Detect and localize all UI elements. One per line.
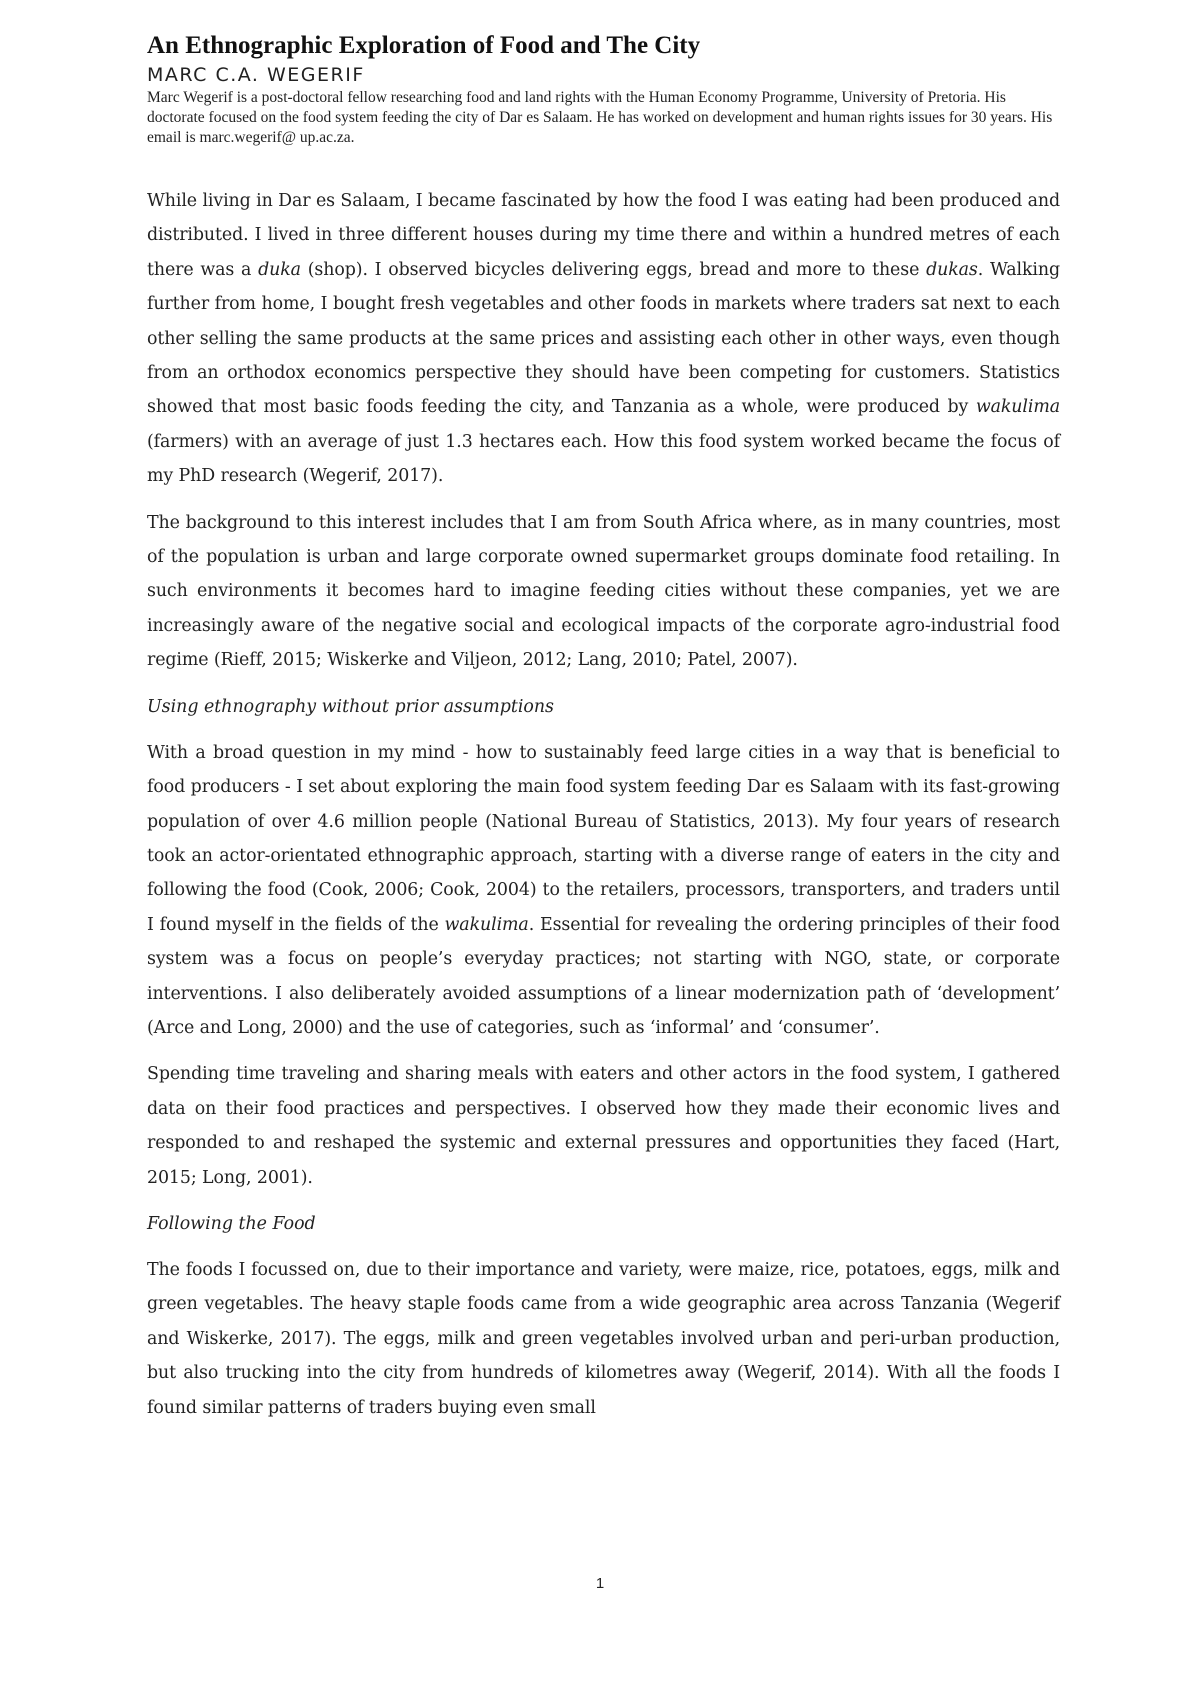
italic-term-wakulima: wakulima xyxy=(444,914,529,935)
paragraph-3-text-b: . Essential for revealing the ordering principles of their food system was a focus on people’s everyday practices; not starting with NGO, state, or corporate interventions. I also deliberately avoided assumptions of a linear modernization path of ‘development’ (Arce and Long, 2000) and the use of categories, such as ‘informal’ and ‘consumer’. xyxy=(147,914,1060,1038)
paragraph-1 xyxy=(147,184,1060,494)
paragraph-4: Spending time traveling and sharing meals with eaters and other actors in the food system, I gathered data on their food practices and perspectives. I observed how they made their economic lives and responded to and reshaped the systemic and external pressures and opportunities they faced (Hart, 2015; Long, 2001). xyxy=(147,1064,1060,1188)
paragraph-5: The foods I focussed on, due to their importance and variety, were maize, rice, potatoes, eggs, milk and green vegetables. The heavy staple foods came from a wide geographic area across Tanzania (Wegerif and Wiskerke, 2017). The eggs, milk and green vegetables involved urban and peri-urban production, but also trucking into the city from hundreds of kilometres away (Wegerif, 2014). With all the foods I found similar patterns of traders buying even small xyxy=(147,1259,1060,1418)
article-header xyxy=(147,30,1060,148)
section-heading-following-food: Following the Food xyxy=(147,1213,316,1234)
italic-term-duka: duka xyxy=(258,259,301,280)
italic-term-dukas: dukas xyxy=(926,259,978,280)
paragraph-3-text-a: With a broad question in my mind - how to sustainably feed large cities in a way that is beneficial to food producers - I set about exploring the main food system feeding Dar es Salaam with its fast-growing population of over 4.6 million people (National Bureau of Statistics, 2013). My four years of research took an actor-orientated ethnographic approach, starting with a diverse range of eaters in the city and following the food (Cook, 2006; Cook, 2004) to the retailers, processors, transporters, and traders until I found myself in the fields of the xyxy=(147,742,1060,935)
paragraph-1-text-d: (farmers) with an average of just 1.3 hectares each. How this food system worked became the focus of my PhD research (Wegerif, 2017). xyxy=(147,431,1060,487)
paragraph-2: The background to this interest includes that I am from South Africa where, as in many countries, most of the population is urban and large corporate owned supermarket groups dominate food retailing. In such environments it becomes hard to imagine feeding cities without these companies, yet we are increasingly aware of the negative social and ecological impacts of the corporate agro-industrial food regime (Rieff, 2015; Wiskerke and Viljeon, 2012; Lang, 2010; Patel, 2007). xyxy=(147,512,1060,671)
paragraph-1-text-b: (shop). I observed bicycles delivering eggs, bread and more to these xyxy=(300,259,927,280)
section-heading-ethnography: Using ethnography without prior assumptions xyxy=(147,696,554,717)
article-body xyxy=(147,184,1060,1425)
author-bio: Marc Wegerif is a post-doctoral fellow researching food and land rights with the Human Economy Programme, University of Pretoria. His doctorate focused on the food system feeding the city of Dar es Salaam. He has worked on development and human rights issues for 30 years. His email is marc.wegerif@ up.ac.za. xyxy=(147,89,1053,146)
italic-term-wakulima: wakulima xyxy=(975,397,1060,418)
article-title: An Ethnographic Exploration of Food and The City xyxy=(147,32,701,59)
page-number: 1 xyxy=(595,1575,605,1592)
paragraph-1-text-a: While living in Dar es Salaam, I became fascinated by how the food I was eating had been produced and distributed. I lived in three different houses during my time there and within a hundred metres of each there was a xyxy=(147,191,1060,280)
paragraph-3 xyxy=(147,736,1060,1046)
author-name: MARC C.A. WEGERIF xyxy=(147,64,365,86)
document-page xyxy=(147,30,1060,1437)
paragraph-1-text-c: . Walking further from home, I bought fresh vegetables and other foods in markets where traders sat next to each other selling the same products at the same prices and assisting each other in other ways, even though from an orthodox economics perspective they should have been competing for customers. Statistics showed that most basic foods feeding the city, and Tanzania as a whole, were produced by xyxy=(147,259,1060,418)
